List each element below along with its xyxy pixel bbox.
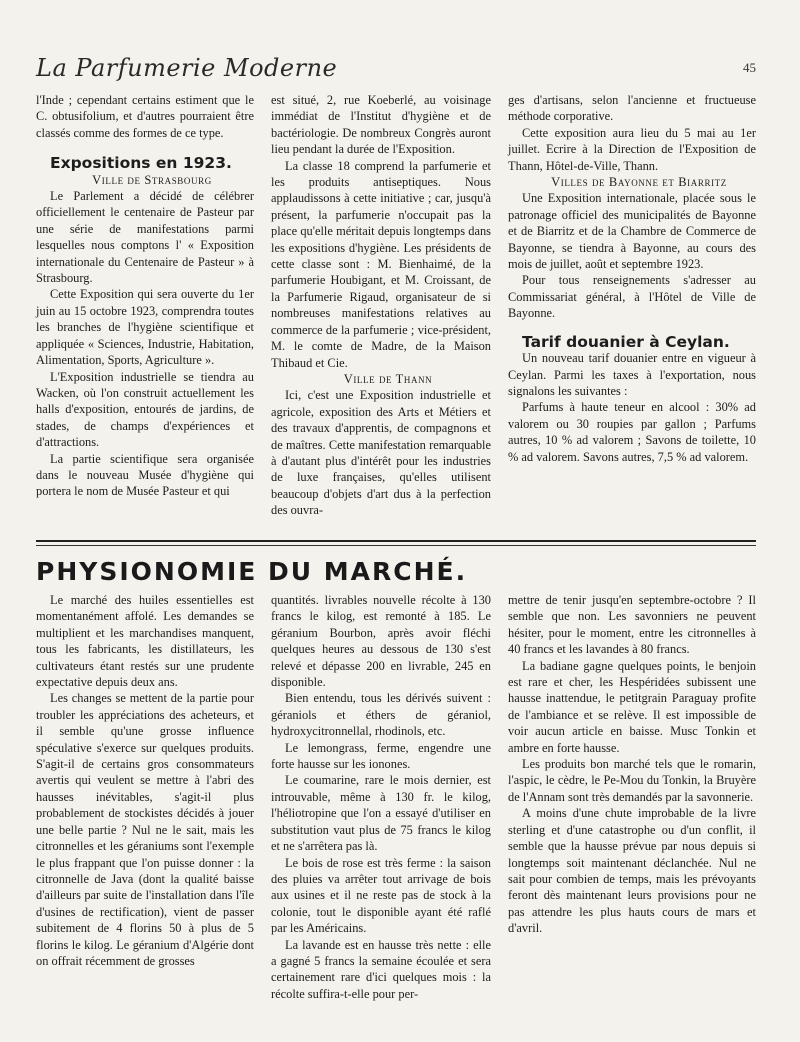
intro-paragraph: l'Inde ; cependant certains estiment que le C. obtusifolium, et d'autres pourraient être classés comme des formes de ce type.	[36, 93, 254, 140]
market-column-1	[36, 592, 254, 969]
heading-tarif-ceylan: Tarif douanier à Ceylan.	[522, 332, 730, 351]
page-header	[36, 54, 756, 84]
paragraph: La classe 18 comprend la parfumerie et les produits antiseptiques. Nous applaudissons à cette initiative ; car, jusqu'à présent, la parfumerie n'occupait pas la place qu'elle méritait depuis longtemps dans les expositions d'hygiène. Les présidents de cette classe sont : M. Bienhaimé, de la parfumerie Houbigant, et M. Croissant, de la Parfumerie Rigaud, organisateur de si nombreuses manifestations relatives au commerce de la parfumerie ; vice-président, M. le comte de Madre, de la Maison Thibaud et Cie.	[271, 158, 491, 370]
paragraph: est situé, 2, rue Koeberlé, au voisinage immédiat de l'Institut d'hygiène et de bactériologie. De nombreux Congrès auront lieu pendant la durée de l'Exposition.	[271, 93, 491, 157]
paragraph: Le Parlement a décidé de célébrer officiellement le centenaire de Pasteur par une série de manifestations parmi lesquelles nous comptons l' « Exposition internationale du Centenaire de Pasteur » à Strasbourg.	[36, 189, 254, 286]
top-column-1	[36, 92, 254, 500]
paragraph: Le bois de rose est très ferme : la saison des pluies va arrêter tout arrivage de bois aux usines et il ne reste pas de stock à la colonie, tout le disponible ayant été raflé par les Américains.	[271, 855, 491, 936]
paragraph: Ici, c'est une Exposition industrielle et agricole, exposition des Arts et Métiers et des travaux d'apprentis, de compagnons et de maîtres. Cette manifestation remarquable à d'autant plus d'intérêt pour les industries de luxe françaises, qu'elles utilisent beaucoup d'objets d'art dus à la perfection des ouvra-	[271, 388, 491, 518]
paragraph: Le lemongrass, ferme, engendre une forte hausse sur les ionones.	[271, 740, 491, 772]
section-title: PHYSIONOMIE DU MARCHÉ.	[36, 557, 468, 586]
paragraph: La badiane gagne quelques points, le benjoin est rare et cher, les Hespéridées subissent une hausse inattendue, le petitgrain Paraguay profite de l'ambiance et se relève. Il est impossible de voir aucun article en baisse. Musc Tonkin et ambre en forte hausse.	[508, 658, 756, 755]
paragraph: Cette Exposition qui sera ouverte du 1er juin au 15 octobre 1923, comprendra toutes les branches de l'hygiène scientifique et appliquée « Sciences, Industrie, Habitation, Alimentation, Sports, Agriculture ».	[36, 287, 254, 368]
paragraph: L'Exposition industrielle se tiendra au Wacken, où l'on construit actuellement les halls d'exposition, entourés de jardins, de stades, de champs d'expériences et d'attractions.	[36, 369, 254, 450]
paragraph: Bien entendu, tous les dérivés suivent : géraniols et éthers de géraniol, hydroxycitronnellal, rhodinols, etc.	[271, 691, 491, 739]
market-column-3	[508, 592, 756, 937]
paragraph: Pour tous renseignements s'adresser au Commissariat général, à l'Hôtel de Ville de Bayonne.	[508, 273, 756, 321]
paragraph: quantités. livrables nouvelle récolte à 130 francs le kilog, est remonté à 185. Le géranium Bourbon, après avoir fléchi quelques heures au dessous de 130 s'est relevé et dépasse 200 en livrable, 245 en disponible.	[271, 593, 491, 690]
paragraph: Le marché des huiles essentielles est momentanément affolé. Les demandes se multiplient et les marchandises manquent, tous les fabricants, les distillateurs, les cultivateurs étant restés sur une prudente expectative depuis deux ans.	[36, 593, 254, 690]
page-number: 45	[743, 60, 756, 75]
paragraph: Un nouveau tarif douanier entre en vigueur à Ceylan. Parmi les taxes à l'exportation, nous signalons les suivantes :	[508, 351, 756, 398]
paragraph: La lavande est en hausse très nette : elle a gagné 5 francs la semaine écoulée et sera certainement rare d'ici quelques mois : la récolte suffira-t-elle pour per-	[271, 937, 491, 1001]
section-divider	[36, 540, 756, 542]
market-column-2	[271, 592, 491, 1002]
heading-thann: Ville de Thann	[343, 371, 433, 386]
heading-strasbourg: Ville de Strasbourg	[92, 172, 212, 187]
paragraph: Cette exposition aura lieu du 5 mai au 1er juillet. Ecrire à la Direction de l'Exposition de Thann, Hôtel-de-Ville, Thann.	[508, 125, 756, 173]
paragraph: mettre de tenir jusqu'en septembre-octobre ? Il semble que non. Les savonniers ne peuvent hésiter, pour le moment, entre les citronnelles à 40 francs et les lavandes à 80 francs.	[508, 593, 756, 657]
paragraph: Les produits bon marché tels que le romarin, l'aspic, le cèdre, le Pe-Mou du Tonkin, la Bruyère de l'Annam sont très demandés par la savonnerie.	[508, 757, 756, 804]
section-divider-thin	[36, 545, 756, 546]
paragraph: Le coumarine, rare le mois dernier, est introuvable, même à 130 fr. le kilog, l'héliotropine que l'on a essayé d'utiliser en substitution vaut plus de 75 francs le kilog et ne s'arrêtera pas là.	[271, 773, 491, 854]
masthead: La Parfumerie Moderne	[36, 54, 338, 82]
top-column-3	[508, 92, 756, 465]
paragraph: A moins d'une chute improbable de la livre sterling et d'une catastrophe ou d'un conflit, il semble que la hausse prévue par nous depuis si longtemps soit maintenant déclanchée. Nul ne sait pour combien de temps, mais les prévoyants feront dès maintenant leurs provisions pour ne pas attendre les plus hauts cours de mars et d'avril.	[508, 806, 756, 936]
paragraph: Parfums à haute teneur en alcool : 30% ad valorem ou 30 roupies par gallon ; Parfums autres, 10 % ad valorem ; Savons de toilette, 10 % ad valorem. Savons autres, 7,5 % ad valorem.	[508, 400, 756, 464]
top-column-2	[271, 92, 491, 519]
paragraph: Une Exposition internationale, placée sous le patronage officiel des municipalités de Bayonne et de Biarritz et de la Chambre de Commerce de Bayonne, se tiendra à Bayonne, au cours des mois de juillet, août et septembre 1923.	[508, 191, 756, 272]
paragraph: ges d'artisans, selon l'ancienne et fructueuse méthode corporative.	[508, 93, 756, 124]
heading-bayonne: Villes de Bayonne et Biarritz	[551, 175, 727, 190]
heading-expositions: Expositions en 1923.	[50, 154, 232, 173]
paragraph: La partie scientifique sera organisée dans le nouveau Musée d'hygiène qui portera le nom de Musée Pasteur et qui	[36, 451, 254, 499]
paragraph: Les changes se mettent de la partie pour troubler les appréciations des acheteurs, et il semble qu'une grosse influence spéculative s'exerce sur quelques produits. S'agit-il de certains gros consommateurs avertis qui veulent se mettre à l'abri des hausses inévitables, s'agit-il plus probablement de stockistes décidés à jouer une belle partie ? Nul ne le sait, mais les citronnelles et les géraniums sont l'exemple le plus frappant que l'on puisse donner : la citronnelle de Java (dont la qualité baisse d'ailleurs par suite de l'installation dans l'île d'usines de rectification), vient de passer subitement de 4 florins 50 à plus de 5 florins le kilog. Le géranium d'Algérie dont on offrait récemment de grosses	[36, 691, 254, 968]
